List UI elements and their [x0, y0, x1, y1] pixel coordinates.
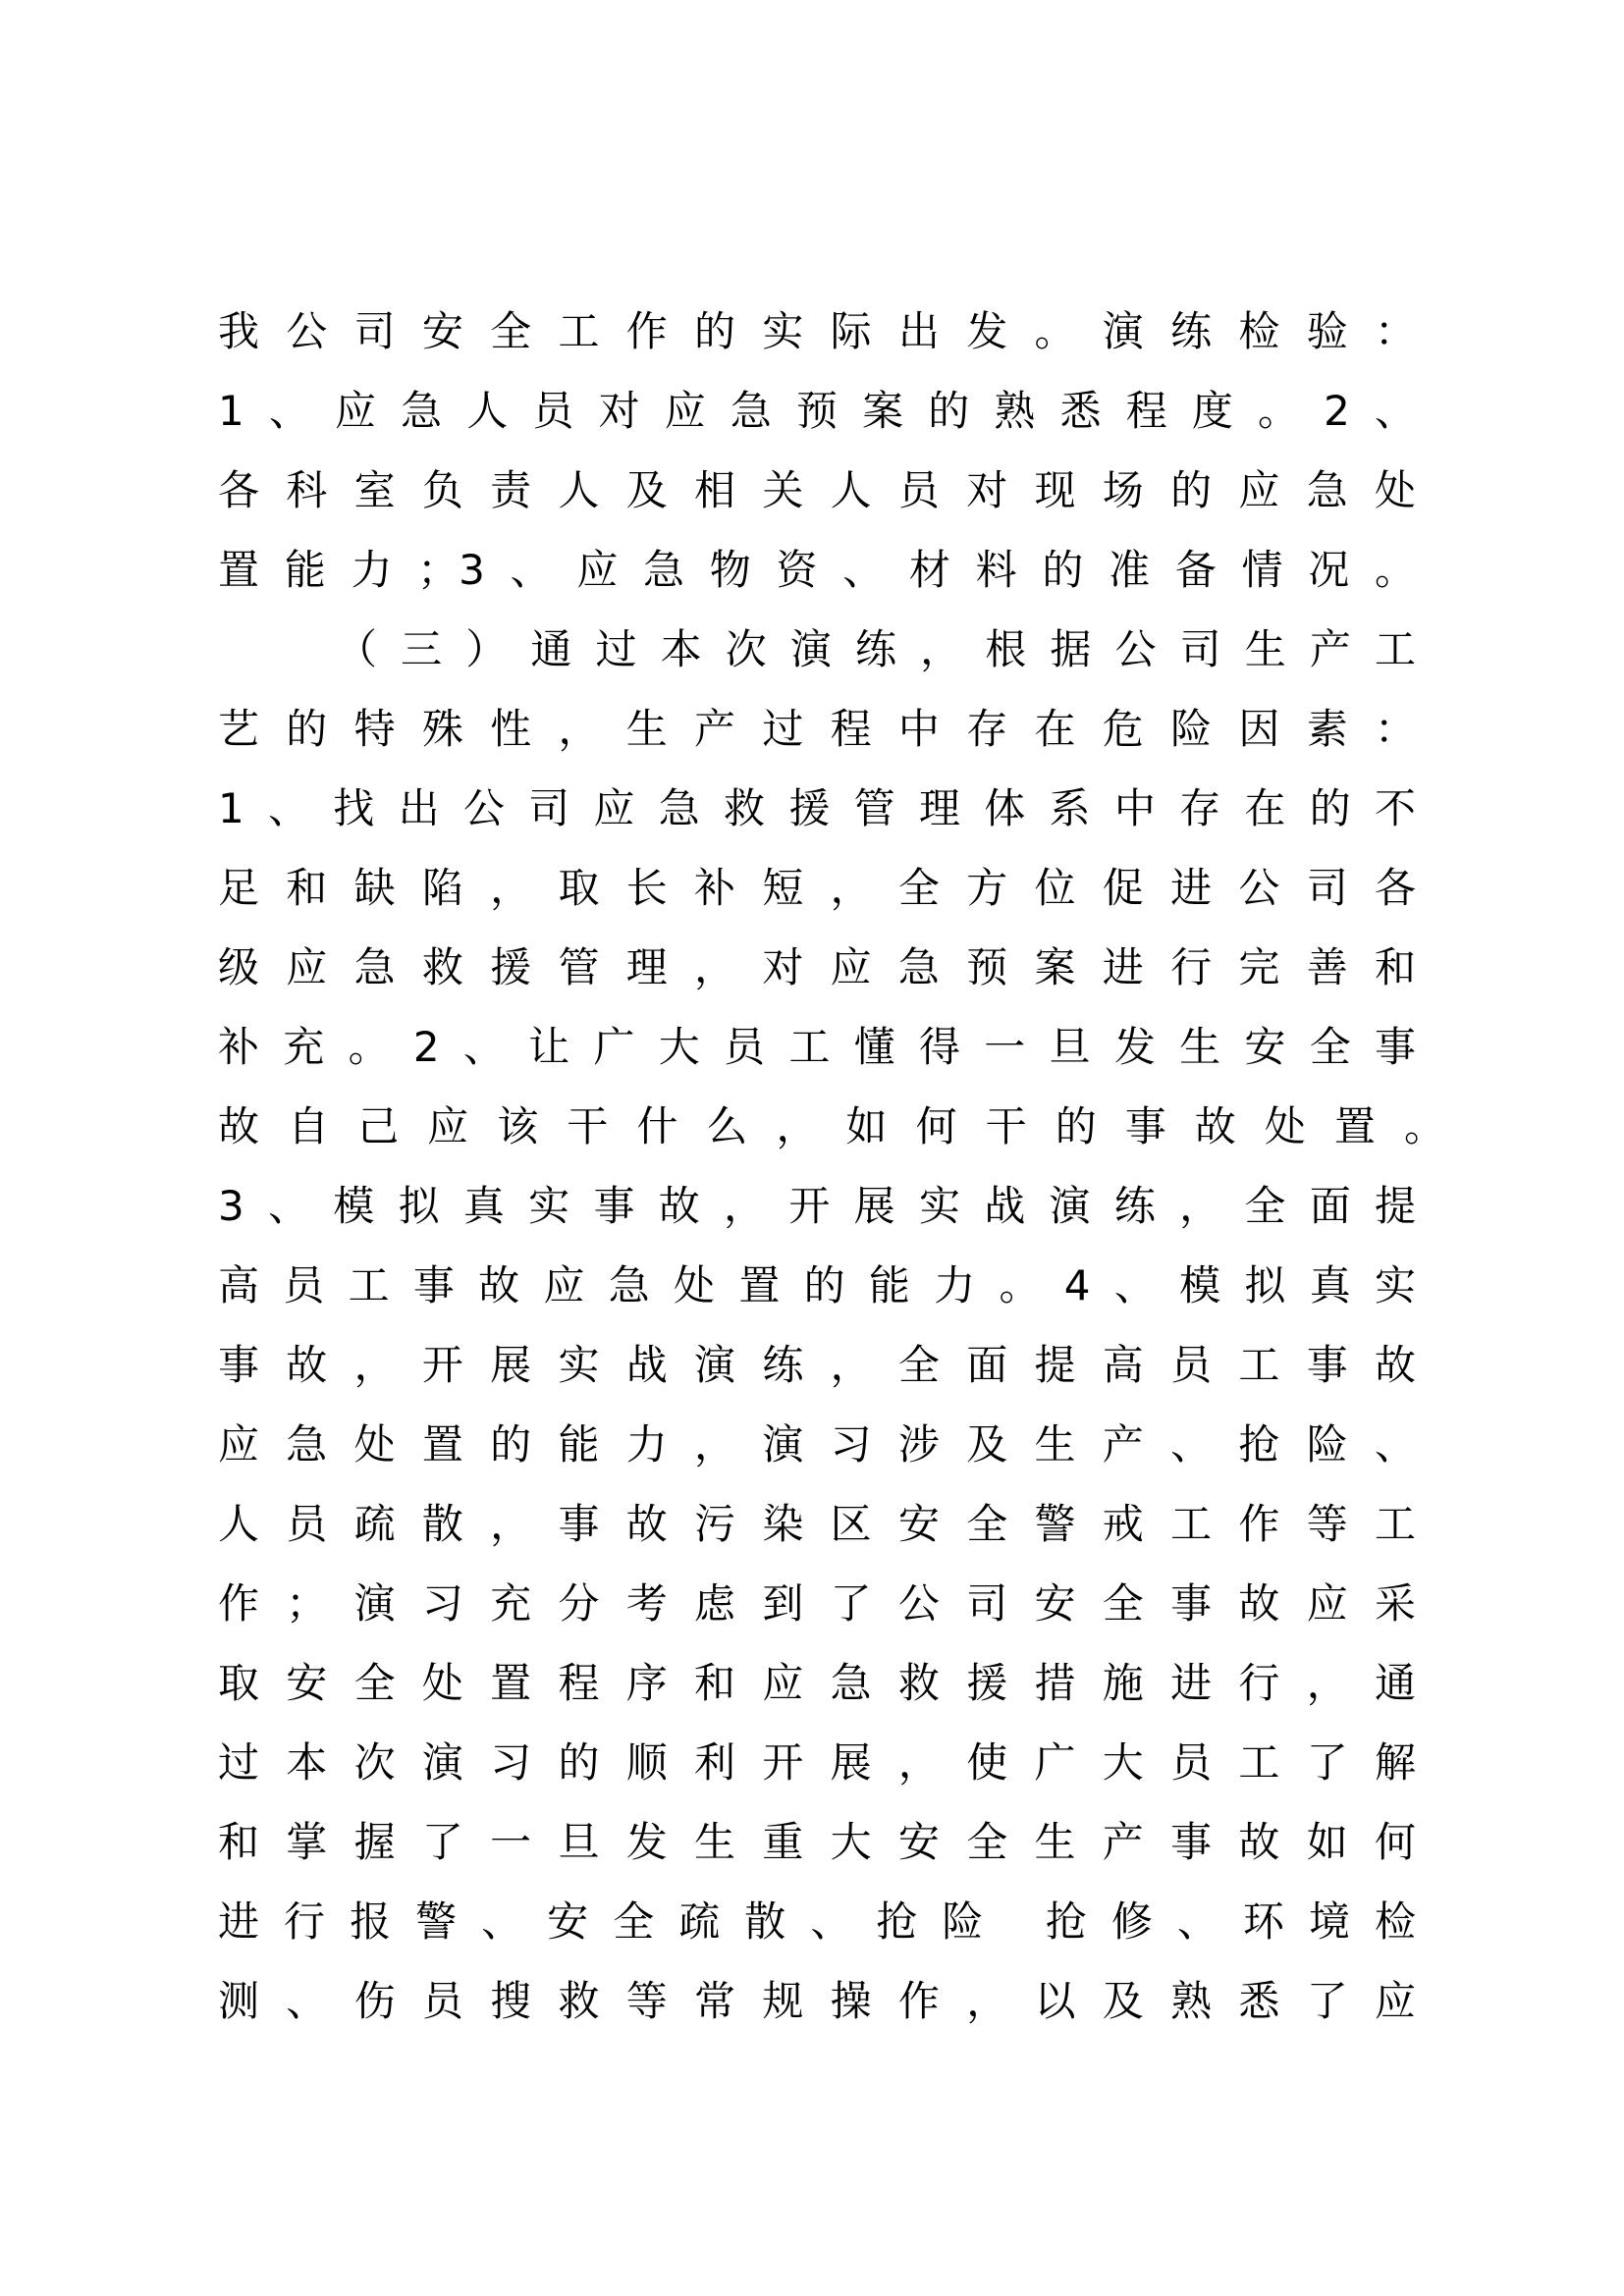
text-line: 和掌握了一旦发生重大安全生产事故如何: [218, 1818, 1416, 1866]
text-line: 过本次演习的顺利开展，使广大员工了解: [218, 1738, 1416, 1787]
text-line: 置能力；3、应急物资、材料的准备情况。: [218, 546, 1416, 594]
text-line: 进行报警、安全疏散、抢险 抢修、环境检: [218, 1897, 1416, 1946]
text-line: 3、模拟真实事故，开展实战演练，全面提: [218, 1182, 1416, 1230]
text-line: 1、找出公司应急救援管理体系中存在的不: [218, 784, 1416, 832]
text-line: 艺的特殊性，生产过程中存在危险因素：: [218, 705, 1416, 753]
text-line: 人员疏散，事故污染区安全警戒工作等工: [218, 1500, 1416, 1548]
text-line: 各科室负责人及相关人员对现场的应急处: [218, 466, 1416, 514]
text-line: 作；演习充分考虑到了公司安全事故应采: [218, 1579, 1416, 1628]
text-line: 应急处置的能力，演习涉及生产、抢险、: [218, 1420, 1416, 1468]
text-line: 测、伤员搜救等常规操作，以及熟悉了应: [218, 1977, 1416, 2025]
text-line: 高员工事故应急处置的能力。4、模拟真实: [218, 1261, 1416, 1309]
text-line: 我公司安全工作的实际出发。演练检验：: [218, 307, 1416, 355]
text-line: 1、应急人员对应急预案的熟悉程度。2、: [218, 387, 1416, 435]
text-line: 补充。2、让广大员工懂得一旦发生安全事: [218, 1023, 1416, 1071]
text-line: 事故，开展实战演练，全面提高员工事故: [218, 1341, 1416, 1389]
body-text: [218, 292, 1445, 2041]
text-line: 故自己应该干什么，如何干的事故处置。: [218, 1102, 1445, 1150]
text-line: 足和缺陷，取长补短，全方位促进公司各: [218, 864, 1416, 912]
text-line: 取安全处置程序和应急救援措施进行，通: [218, 1659, 1416, 1707]
text-line: 级应急救援管理，对应急预案进行完善和: [218, 943, 1416, 991]
paragraph-start-line: （三）通过本次演练，根据公司生产工: [336, 625, 1416, 673]
